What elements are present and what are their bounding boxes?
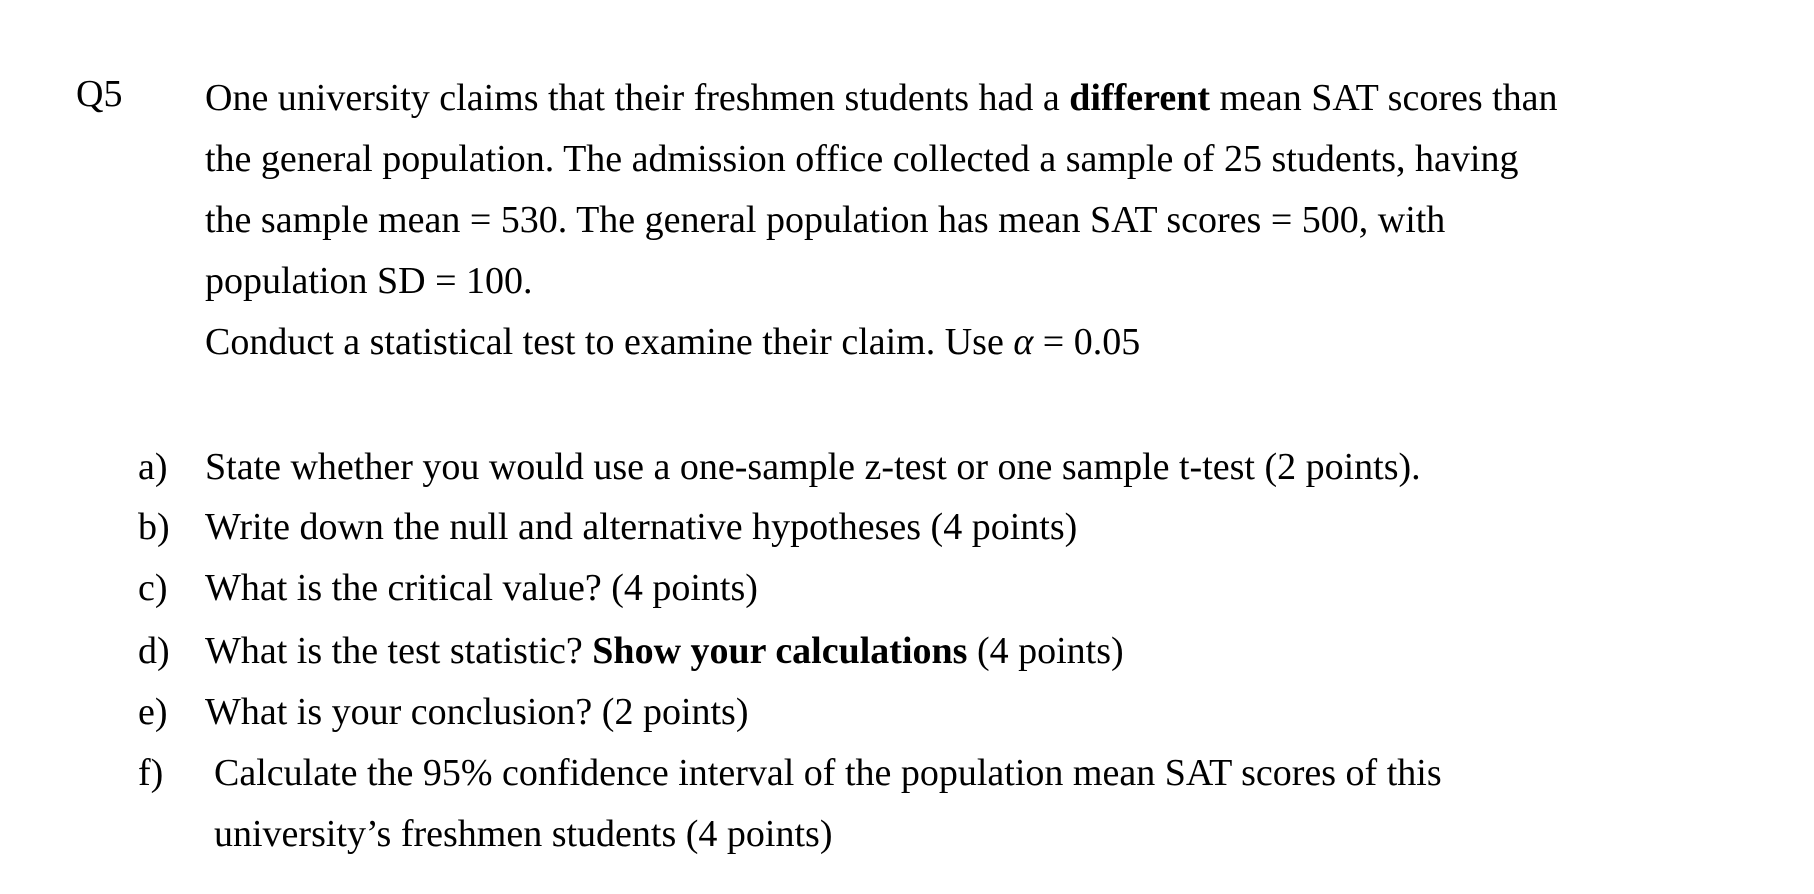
question-number: Q5 bbox=[76, 73, 123, 115]
part-label: f) bbox=[138, 752, 164, 794]
part-text: State whether you would use a one-sample z-test or one sample t-test (2 points). bbox=[205, 446, 1421, 488]
stem-line-2: the general population. The admission office collected a sample of 25 students, having bbox=[205, 138, 1519, 180]
part-text: What is the critical value? (4 points) bbox=[205, 567, 758, 609]
part-text: What is your conclusion? (2 points) bbox=[205, 691, 749, 733]
part-text-line-1: Calculate the 95% confidence interval of the population mean SAT scores of this bbox=[214, 752, 1442, 794]
part-label: d) bbox=[138, 630, 170, 672]
stem-line-4: population SD = 100. bbox=[205, 260, 533, 302]
alpha-symbol: α bbox=[1013, 321, 1034, 363]
part-text: Write down the null and alternative hypotheses (4 points) bbox=[205, 506, 1078, 548]
stem-line-5: Conduct a statistical test to examine their claim. Use α = 0.05 bbox=[205, 321, 1141, 363]
part-text-line-2: university’s freshmen students (4 points) bbox=[214, 813, 833, 855]
part-label: e) bbox=[138, 691, 168, 733]
emphasis-different: different bbox=[1069, 77, 1210, 119]
part-label: b) bbox=[138, 506, 170, 548]
emphasis-show-calculations: Show your calculations bbox=[592, 630, 968, 672]
stem-line-1: One university claims that their freshmen students had a different mean SAT scores than bbox=[205, 77, 1558, 119]
stem-line-3: the sample mean = 530. The general population has mean SAT scores = 500, with bbox=[205, 199, 1446, 241]
part-text: What is the test statistic? Show your calculations (4 points) bbox=[205, 630, 1124, 672]
part-label: a) bbox=[138, 446, 168, 488]
part-label: c) bbox=[138, 567, 168, 609]
